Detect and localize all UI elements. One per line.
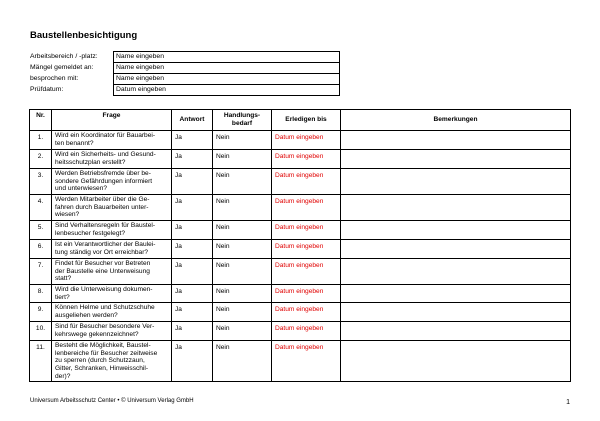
row-question: Können Helme und Schutzschuhe ausgeliehen werden? <box>52 303 172 322</box>
row-question: Wird die Unterweisung dokumen- tiert? <box>52 285 172 303</box>
row-number: 6. <box>30 240 52 259</box>
row-number: 10. <box>30 322 52 341</box>
row-remarks[interactable] <box>341 303 571 322</box>
info-table <box>30 51 340 96</box>
info-value-field[interactable]: Name eingeben <box>114 63 340 74</box>
row-answer[interactable]: Ja <box>172 303 213 322</box>
info-row <box>30 74 340 85</box>
row-answer[interactable]: Ja <box>172 285 213 303</box>
row-question: Ist ein Verantwortlicher der Baulei- tung ständig vor Ort erreichbar? <box>52 240 172 259</box>
row-due-date[interactable]: Datum eingeben <box>272 240 341 259</box>
info-value-field[interactable]: Name eingeben <box>114 74 340 85</box>
info-label: Mängel gemeldet an: <box>30 64 94 71</box>
row-remarks[interactable] <box>341 195 571 221</box>
row-due-date[interactable]: Datum eingeben <box>272 341 341 382</box>
header-nr: Nr. <box>30 110 52 131</box>
row-question: Werden Mitarbeiter über die Ge- fahren durch Bauarbeiten unter- wiesen? <box>52 195 172 221</box>
info-label: Arbeitsbereich / -platz: <box>30 53 98 60</box>
row-question: Wird ein Koordinator für Bauarbei- ten benannt? <box>52 131 172 150</box>
row-action-needed[interactable]: Nein <box>213 150 272 169</box>
table-row <box>30 221 571 240</box>
info-label: Prüfdatum: <box>30 86 64 93</box>
info-value-field[interactable]: Name eingeben <box>114 52 340 63</box>
row-answer[interactable]: Ja <box>172 341 213 382</box>
row-answer[interactable]: Ja <box>172 221 213 240</box>
row-due-date[interactable]: Datum eingeben <box>272 322 341 341</box>
row-action-needed[interactable]: Nein <box>213 322 272 341</box>
row-due-date[interactable]: Datum eingeben <box>272 131 341 150</box>
row-due-date[interactable]: Datum eingeben <box>272 259 341 285</box>
table-row <box>30 150 571 169</box>
row-action-needed[interactable]: Nein <box>213 341 272 382</box>
info-value-field[interactable]: Datum eingeben <box>114 85 340 96</box>
row-remarks[interactable] <box>341 285 571 303</box>
row-question: Sind Verhaltensregeln für Baustel- lenbesucher festgelegt? <box>52 221 172 240</box>
row-answer[interactable]: Ja <box>172 322 213 341</box>
page-title: Baustellenbesichtigung <box>30 30 138 41</box>
row-action-needed[interactable]: Nein <box>213 285 272 303</box>
row-number: 5. <box>30 221 52 240</box>
row-question: Besteht die Möglichkeit, Baustel- lenbereiche für Besucher zeitweise zu sperren (durch Schutzzaun, Gitter, Schranken, Hinweisschil- der)? <box>52 341 172 382</box>
header-handlungsbedarf: Handlungs- bedarf <box>213 110 272 131</box>
row-answer[interactable]: Ja <box>172 240 213 259</box>
table-row <box>30 303 571 322</box>
row-due-date[interactable]: Datum eingeben <box>272 303 341 322</box>
table-row <box>30 131 571 150</box>
header-frage: Frage <box>52 110 172 131</box>
row-remarks[interactable] <box>341 169 571 195</box>
table-row <box>30 259 571 285</box>
table-row <box>30 285 571 303</box>
row-action-needed[interactable]: Nein <box>213 221 272 240</box>
row-number: 11. <box>30 341 52 382</box>
row-number: 1. <box>30 131 52 150</box>
row-remarks[interactable] <box>341 221 571 240</box>
table-header-row <box>30 110 571 131</box>
page-number: 1 <box>566 399 570 406</box>
row-answer[interactable]: Ja <box>172 195 213 221</box>
row-due-date[interactable]: Datum eingeben <box>272 195 341 221</box>
row-question: Wird ein Sicherheits- und Gesund- heitsschutzplan erstellt? <box>52 150 172 169</box>
info-row <box>30 52 340 63</box>
table-row <box>30 195 571 221</box>
row-due-date[interactable]: Datum eingeben <box>272 150 341 169</box>
row-remarks[interactable] <box>341 150 571 169</box>
row-answer[interactable]: Ja <box>172 131 213 150</box>
row-number: 9. <box>30 303 52 322</box>
row-answer[interactable]: Ja <box>172 259 213 285</box>
row-action-needed[interactable]: Nein <box>213 195 272 221</box>
row-question: Werden Betriebsfremde über be- sondere Gefährdungen informiert und unterwiesen? <box>52 169 172 195</box>
row-remarks[interactable] <box>341 259 571 285</box>
row-due-date[interactable]: Datum eingeben <box>272 221 341 240</box>
header-antwort: Antwort <box>172 110 213 131</box>
info-label: besprochen mit: <box>30 75 79 82</box>
row-number: 3. <box>30 169 52 195</box>
table-row <box>30 322 571 341</box>
row-action-needed[interactable]: Nein <box>213 131 272 150</box>
row-number: 4. <box>30 195 52 221</box>
table-row <box>30 169 571 195</box>
row-action-needed[interactable]: Nein <box>213 169 272 195</box>
row-remarks[interactable] <box>341 240 571 259</box>
row-number: 7. <box>30 259 52 285</box>
row-answer[interactable]: Ja <box>172 150 213 169</box>
header-erledigen-bis: Erledigen bis <box>272 110 341 131</box>
footer-text: Universum Arbeitsschutz Center • © Universum Verlag GmbH <box>30 398 194 404</box>
row-action-needed[interactable]: Nein <box>213 303 272 322</box>
table-row <box>30 341 571 382</box>
info-row <box>30 63 340 74</box>
row-question: Sind für Besucher besondere Ver- kehrswege gekennzeichnet? <box>52 322 172 341</box>
row-due-date[interactable]: Datum eingeben <box>272 169 341 195</box>
checklist-table <box>29 109 571 382</box>
row-remarks[interactable] <box>341 131 571 150</box>
row-action-needed[interactable]: Nein <box>213 259 272 285</box>
info-row <box>30 85 340 96</box>
row-question: Findet für Besucher vor Betreten der Baustelle eine Unterweisung statt? <box>52 259 172 285</box>
row-action-needed[interactable]: Nein <box>213 240 272 259</box>
row-number: 2. <box>30 150 52 169</box>
row-answer[interactable]: Ja <box>172 169 213 195</box>
row-due-date[interactable]: Datum eingeben <box>272 285 341 303</box>
header-bemerkungen: Bemerkungen <box>341 110 571 131</box>
row-remarks[interactable] <box>341 322 571 341</box>
row-number: 8. <box>30 285 52 303</box>
row-remarks[interactable] <box>341 341 571 382</box>
table-row <box>30 240 571 259</box>
